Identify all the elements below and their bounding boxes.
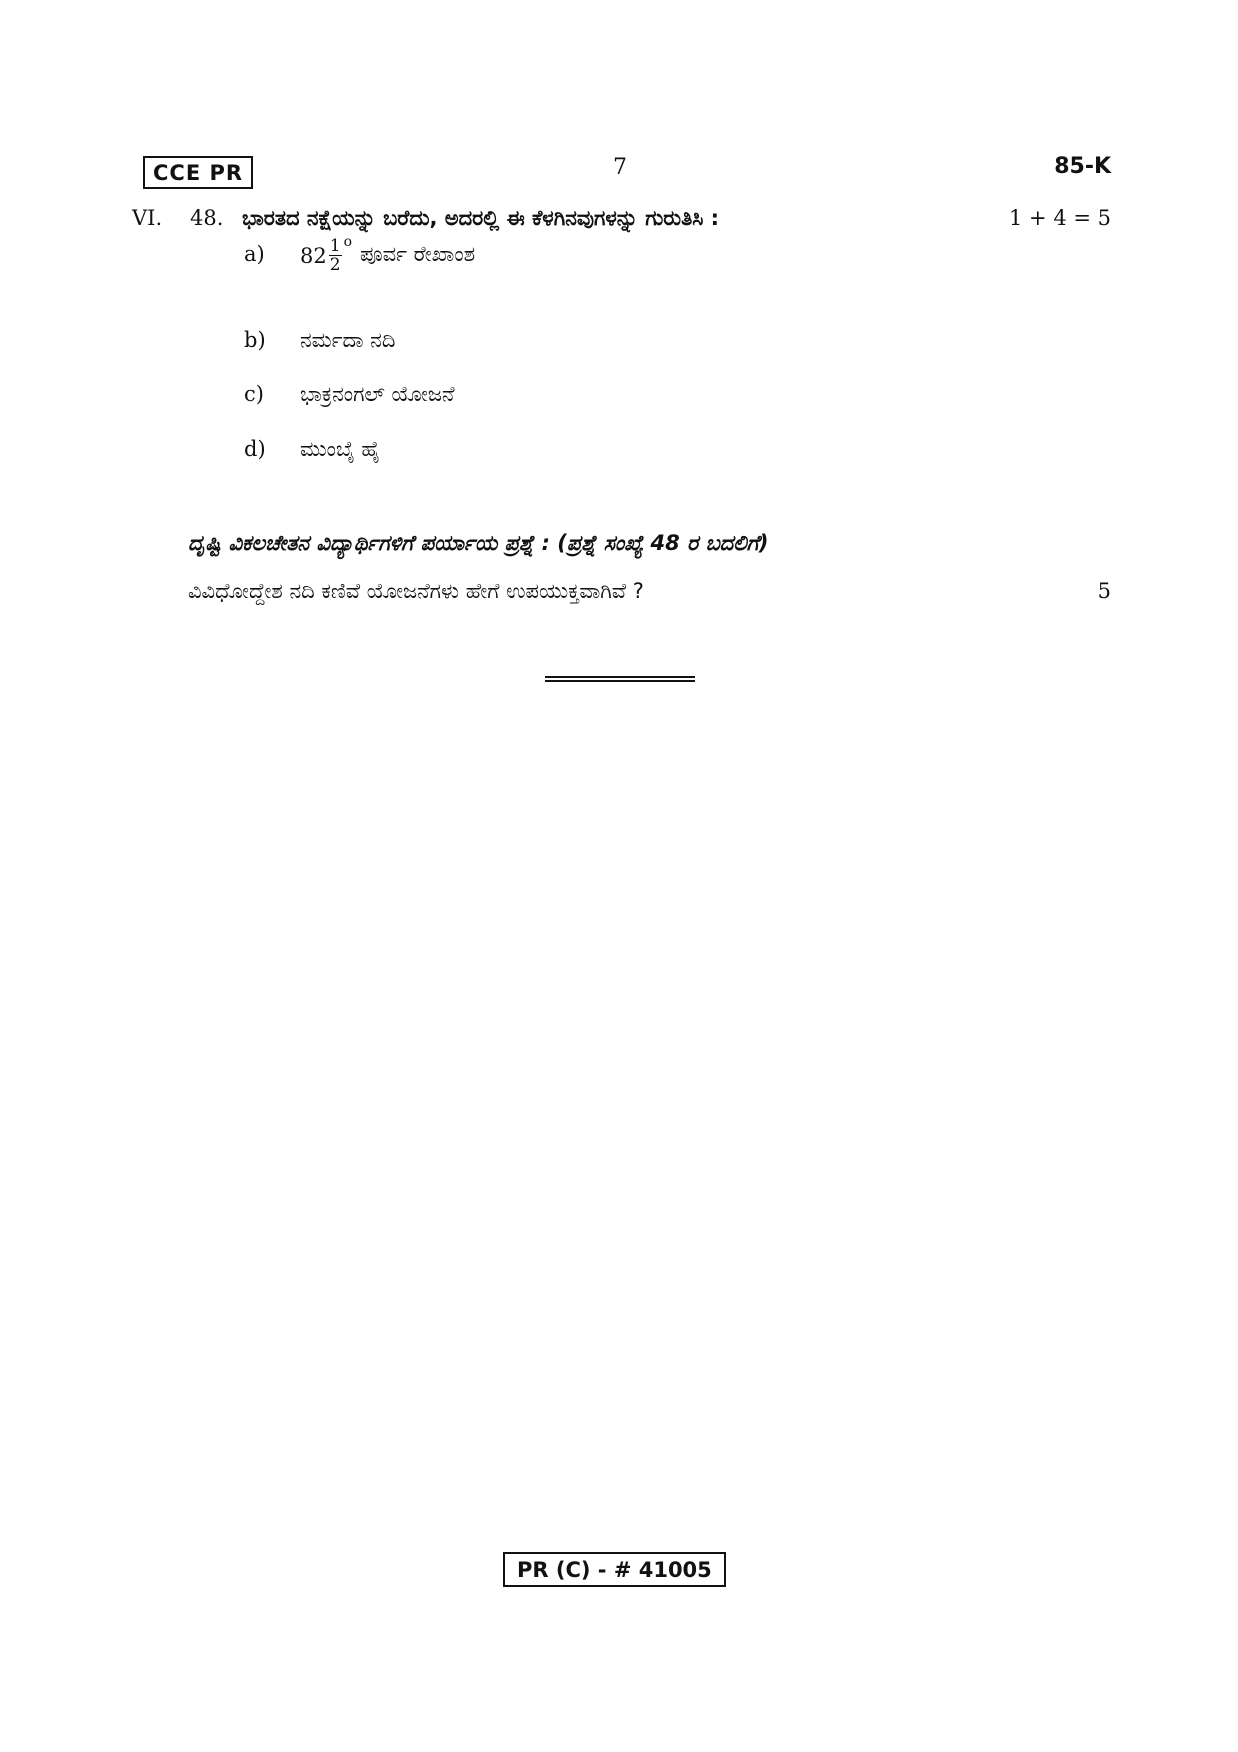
item-label-text: ಪೂರ್ವ ರೇಖಾಂಶ bbox=[360, 242, 476, 266]
page-number: 7 bbox=[613, 155, 627, 180]
list-item bbox=[244, 431, 844, 471]
question-row bbox=[132, 203, 1111, 235]
fraction-denominator: 2 bbox=[329, 255, 341, 275]
paper-code: 85-K bbox=[1054, 154, 1111, 179]
item-text: ಭಾಕ್ರನಂಗಲ್ ಯೋಜನೆ bbox=[300, 382, 455, 406]
item-text: ನರ್ಮದಾ ನದಿ bbox=[300, 328, 396, 352]
item-text: ಮುಂಬೈ ಹೈ bbox=[300, 437, 381, 461]
item-text bbox=[300, 236, 475, 274]
question-number: 48. bbox=[190, 206, 224, 230]
degree-symbol: o bbox=[343, 234, 352, 250]
item-label: d) bbox=[244, 437, 266, 461]
alternate-question-text: ವಿವಿಧೋದ್ದೇಶ ನದಿ ಕಣಿವೆ ಯೋಜನೆಗಳು ಹೇಗೆ ಉಪಯುಕ್ತವಾಗಿವೆ ? bbox=[188, 579, 644, 603]
list-item bbox=[244, 376, 844, 416]
item-label: c) bbox=[244, 382, 264, 406]
alternate-question-row bbox=[188, 575, 1111, 609]
item-label: a) bbox=[244, 242, 265, 266]
longitude-whole: 82 bbox=[300, 243, 327, 268]
question-text: ಭಾರತದ ನಕ್ಷೆಯನ್ನು ಬರೆದು, ಅದರಲ್ಲಿ ಈ ಕೆಳಗಿನವುಗಳನ್ನು ಗುರುತಿಸಿ : bbox=[242, 206, 720, 230]
item-label: b) bbox=[244, 328, 266, 352]
question-marks: 1 + 4 = 5 bbox=[1009, 206, 1111, 230]
end-double-rule bbox=[545, 676, 695, 682]
paper-series-code: CCE PR bbox=[143, 156, 253, 189]
list-item bbox=[244, 322, 844, 362]
footer-code: PR (C) - # 41005 bbox=[503, 1552, 726, 1587]
alternate-question-marks: 5 bbox=[1097, 579, 1111, 603]
fraction-numerator: 1 bbox=[329, 236, 341, 256]
longitude-value bbox=[300, 236, 352, 274]
longitude-fraction bbox=[329, 237, 342, 274]
alternate-question-heading: ದೃಷ್ಟಿ ವಿಕಲಚೇತನ ವಿದ್ಯಾರ್ಥಿಗಳಿಗೆ ಪರ್ಯಾಯ ಪ್ರಶ್ನೆ : (ಪ್ರಶ್ನೆ ಸಂಖ್ಯೆ 48 ರ ಬದಲಿಗೆ) bbox=[188, 531, 769, 555]
question-section: VI. bbox=[132, 206, 163, 230]
list-item bbox=[244, 236, 844, 276]
